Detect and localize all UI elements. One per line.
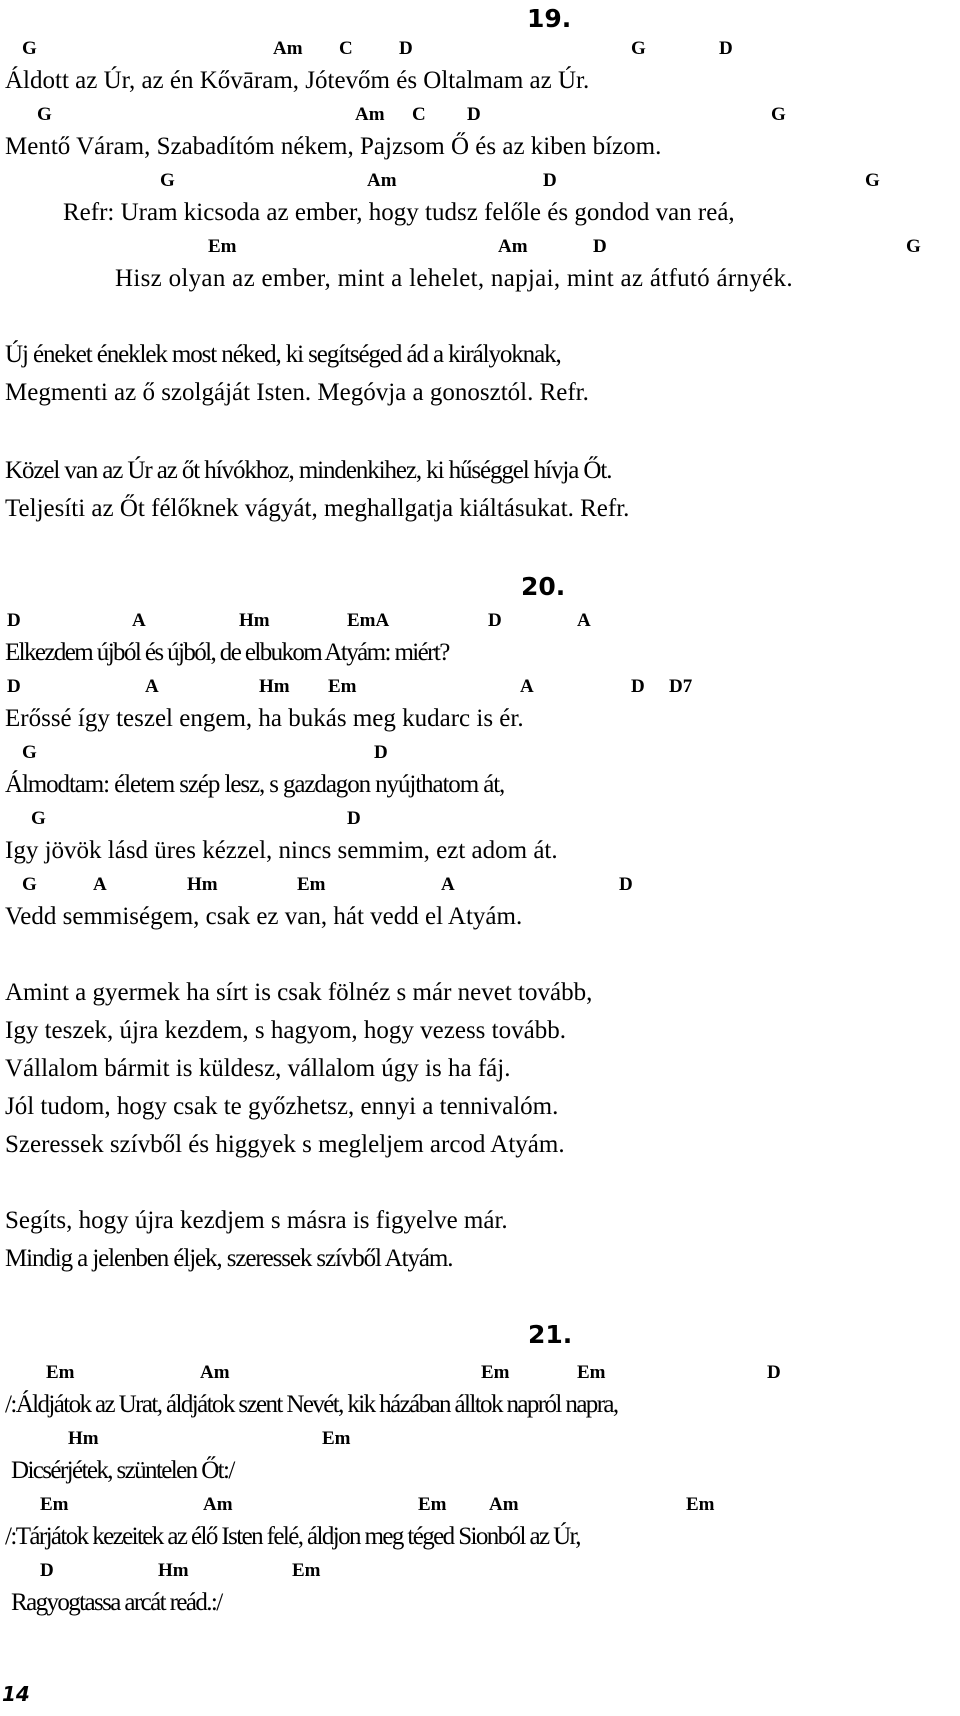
lyric-line: Ragyogtassa arcát reád.:/	[11, 1589, 222, 1616]
chord: Hm	[68, 1428, 99, 1449]
chord: D	[719, 38, 733, 59]
chord: EmA	[347, 610, 390, 631]
chord: D	[631, 676, 645, 697]
lyric-line: Mindig a jelenben éljek, szeressek szívből Atyám.	[5, 1245, 453, 1272]
chord: Em	[208, 236, 237, 257]
chord: G	[22, 38, 37, 59]
chord: A	[520, 676, 534, 697]
chord: Hm	[239, 610, 270, 631]
song-number-21: 21.	[528, 1320, 573, 1349]
chord: D	[488, 610, 502, 631]
chord: Am	[367, 170, 397, 191]
chord: D	[543, 170, 557, 191]
chord: Hm	[259, 676, 290, 697]
chord: Em	[40, 1494, 69, 1515]
lyric-line: Elkezdem újból és újból, de elbukom Atyám: miért?	[5, 639, 449, 666]
page-number: 14	[2, 1682, 30, 1706]
lyric-line: Mentő Váram, Szabadítóm nékem, Pajzsom Ő és az kiben bízom.	[5, 133, 662, 160]
chord: Am	[498, 236, 528, 257]
chord: G	[771, 104, 786, 125]
lyric-line: Új éneket éneklek most néked, ki segítséged ád a királyoknak,	[5, 341, 561, 368]
lyric-line: Teljesíti az Őt félőknek vágyát, meghallgatja kiáltásukat. Refr.	[5, 495, 630, 522]
lyric-line: Refr: Uram kicsoda az ember, hogy tudsz felőle és gondod van reá,	[63, 199, 735, 226]
lyric-line: Megmenti az ő szolgáját Isten. Megóvja a gonosztól. Refr.	[5, 379, 589, 406]
lyric-line: Jól tudom, hogy csak te győzhetsz, ennyi a tennivalóm.	[5, 1093, 559, 1120]
chord: A	[577, 610, 591, 631]
lyric-line: Áldott az Úr, az én Kővāram, Jótevőm és Oltalmam az Úr.	[5, 67, 590, 94]
chord: G	[31, 808, 46, 829]
chord: A	[93, 874, 107, 895]
chord: D	[7, 676, 21, 697]
chord: G	[631, 38, 646, 59]
chord: D	[40, 1560, 54, 1581]
chord: G	[906, 236, 921, 257]
chord: D7	[669, 676, 693, 697]
lyric-line: Igy teszek, újra kezdem, s hagyom, hogy vezess tovább.	[5, 1017, 566, 1044]
lyric-line: Szeressek szívből és higgyek s megleljem arcod Atyám.	[5, 1131, 565, 1158]
chord: G	[865, 170, 880, 191]
chord: C	[412, 104, 426, 125]
chord: Em	[328, 676, 357, 697]
chord: G	[22, 874, 37, 895]
chord: G	[37, 104, 52, 125]
song-number-19: 19.	[527, 4, 572, 33]
chord: C	[339, 38, 353, 59]
chord: Hm	[187, 874, 218, 895]
lyric-line: Erőssé így teszel engem, ha bukás meg kudarc is ér.	[5, 705, 524, 732]
chord: Em	[686, 1494, 715, 1515]
chord: Am	[200, 1362, 230, 1383]
lyric-line: Vállalom bármit is küldesz, vállalom úgy is ha fáj.	[5, 1055, 511, 1082]
chord: D	[593, 236, 607, 257]
chord: D	[7, 610, 21, 631]
chord: G	[160, 170, 175, 191]
lyric-line: Amint a gyermek ha sírt is csak fölnéz s már nevet tovább,	[5, 979, 593, 1006]
chord: Em	[46, 1362, 75, 1383]
lyric-line: Vedd semmiségem, csak ez van, hát vedd el Atyám.	[5, 903, 523, 930]
chord: Am	[203, 1494, 233, 1515]
lyric-line: Hisz olyan az ember, mint a lehelet, napjai, mint az átfutó árnyék.	[115, 265, 793, 292]
chord: D	[347, 808, 361, 829]
chord: A	[132, 610, 146, 631]
chord: D	[374, 742, 388, 763]
chord: Am	[489, 1494, 519, 1515]
chord: A	[441, 874, 455, 895]
song-number-20: 20.	[521, 572, 566, 601]
lyric-line: Dicsérjétek, szüntelen Őt:/	[11, 1457, 234, 1484]
chord: Em	[322, 1428, 351, 1449]
chord: D	[467, 104, 481, 125]
chord: D	[767, 1362, 781, 1383]
chord: Em	[577, 1362, 606, 1383]
chord: Am	[273, 38, 303, 59]
chord: Em	[297, 874, 326, 895]
chord: D	[399, 38, 413, 59]
chord: Em	[418, 1494, 447, 1515]
chord: Hm	[158, 1560, 189, 1581]
lyric-line: Segíts, hogy újra kezdjem s másra is figyelve már.	[5, 1207, 508, 1234]
chord: Am	[355, 104, 385, 125]
lyric-line: /:Áldjátok az Urat, áldjátok szent Nevét, kik házában álltok napról napra,	[5, 1391, 618, 1418]
lyric-line: /:Tárjátok kezeitek az élő Isten felé, áldjon meg téged Sionból az Úr,	[5, 1523, 580, 1550]
lyric-line: Álmodtam: életem szép lesz, s gazdagon nyújthatom át,	[5, 771, 505, 798]
chord: D	[619, 874, 633, 895]
chord: Em	[292, 1560, 321, 1581]
chord: A	[145, 676, 159, 697]
lyric-line: Közel van az Úr az őt hívókhoz, mindenkihez, ki hűséggel hívja Őt.	[5, 457, 612, 484]
chord: Em	[481, 1362, 510, 1383]
lyric-line: Igy jövök lásd üres kézzel, nincs semmim, ezt adom át.	[5, 837, 558, 864]
chord: G	[22, 742, 37, 763]
